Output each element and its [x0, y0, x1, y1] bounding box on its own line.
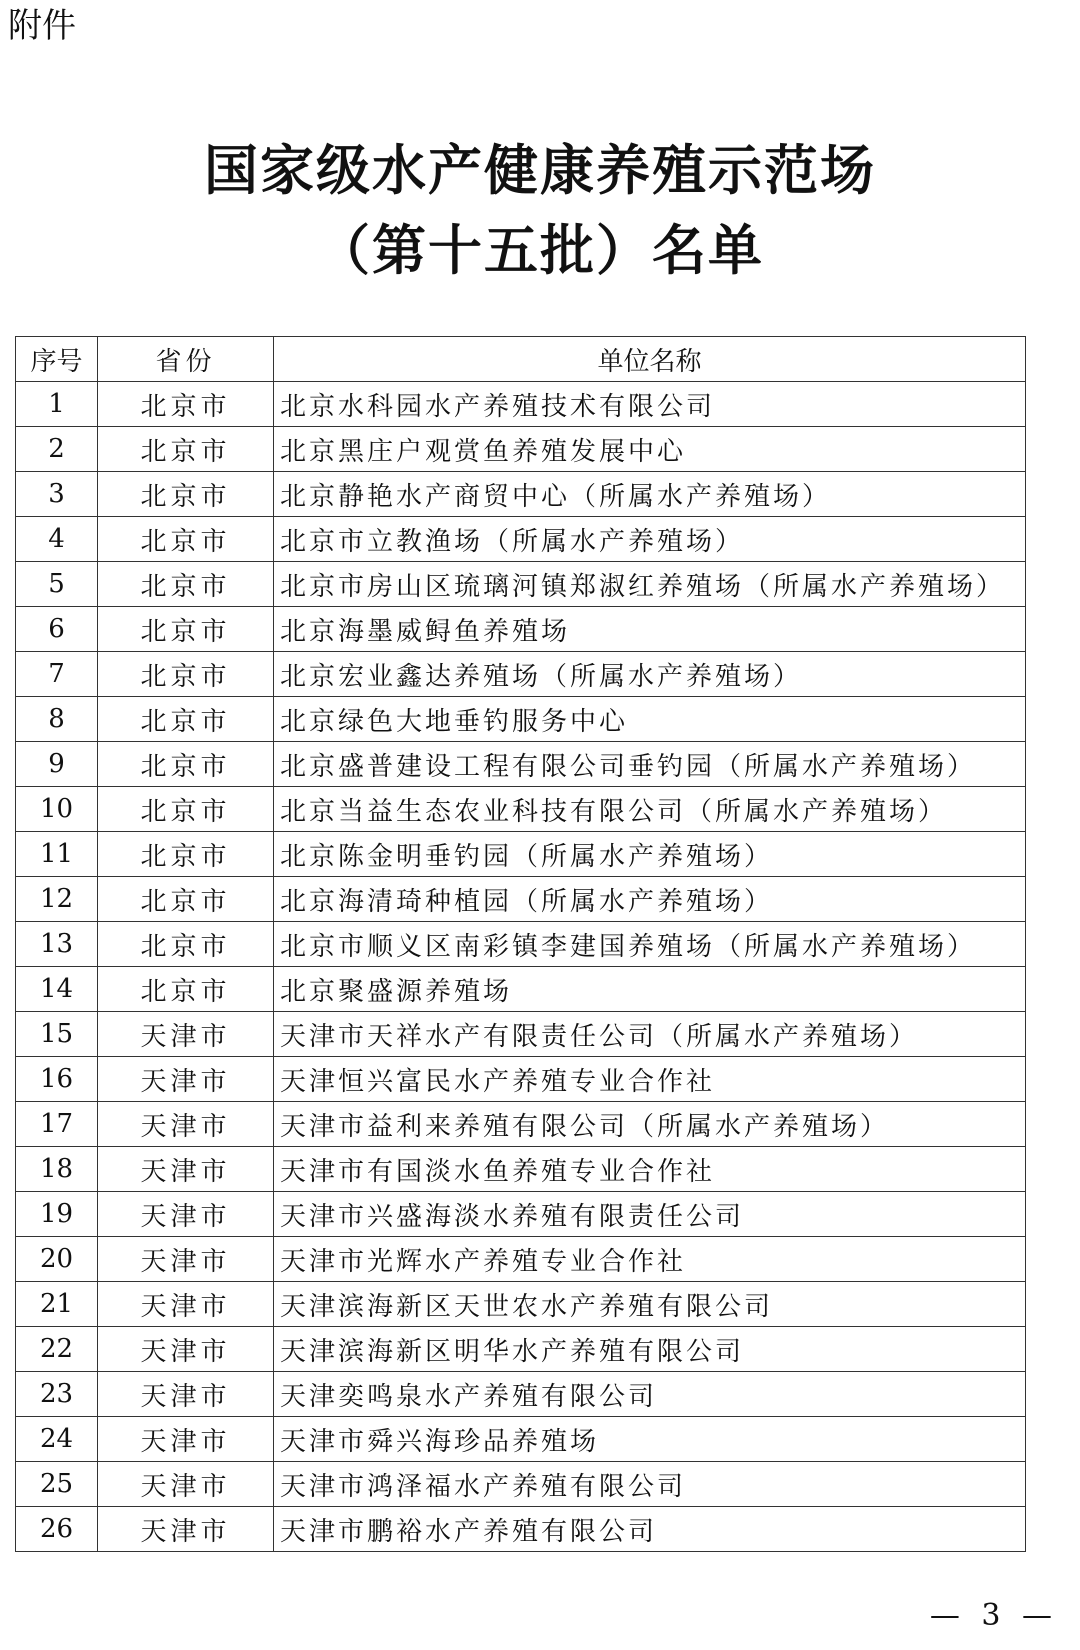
table-row [16, 1012, 1026, 1057]
table-row [16, 427, 1026, 472]
row-unit-name: 北京绿色大地垂钓服务中心 [274, 697, 1026, 742]
row-unit-name: 天津市有国淡水鱼养殖专业合作社 [274, 1147, 1026, 1192]
table-row [16, 1417, 1026, 1462]
row-unit-name: 北京当益生态农业科技有限公司（所属水产养殖场） [274, 787, 1026, 832]
row-unit-name: 北京市立教渔场（所属水产养殖场） [274, 517, 1026, 562]
page-title: 国家级水产健康养殖示范场 [204, 139, 876, 202]
row-unit-name: 北京市顺义区南彩镇李建国养殖场（所属水产养殖场） [274, 922, 1026, 967]
row-unit-name: 天津奕鸣泉水产养殖有限公司 [274, 1372, 1026, 1417]
row-unit-name: 北京海清琦种植园（所属水产养殖场） [274, 877, 1026, 922]
row-province: 天津市 [98, 1282, 274, 1327]
row-seq: 20 [16, 1237, 98, 1282]
column-header-seq: 序号 [16, 337, 98, 382]
row-seq: 17 [16, 1102, 98, 1147]
row-seq: 21 [16, 1282, 98, 1327]
table-row [16, 562, 1026, 607]
page-subtitle: （第十五批）名单 [316, 219, 764, 282]
row-seq: 8 [16, 697, 98, 742]
table-row [16, 652, 1026, 697]
row-unit-name: 天津恒兴富民水产养殖专业合作社 [274, 1057, 1026, 1102]
row-unit-name: 北京陈金明垂钓园（所属水产养殖场） [274, 832, 1026, 877]
page-number: — 3 — [929, 1598, 1058, 1633]
row-unit-name: 北京盛普建设工程有限公司垂钓园（所属水产养殖场） [274, 742, 1026, 787]
row-province: 北京市 [98, 832, 274, 877]
row-seq: 6 [16, 607, 98, 652]
row-province: 北京市 [98, 787, 274, 832]
table-row [16, 517, 1026, 562]
row-seq: 4 [16, 517, 98, 562]
row-province: 天津市 [98, 1192, 274, 1237]
row-unit-name: 北京静艳水产商贸中心（所属水产养殖场） [274, 472, 1026, 517]
row-unit-name: 北京市房山区琉璃河镇郑淑红养殖场（所属水产养殖场） [274, 562, 1026, 607]
column-header-province: 省份 [98, 337, 274, 382]
row-unit-name: 天津市光辉水产养殖专业合作社 [274, 1237, 1026, 1282]
table-row [16, 1237, 1026, 1282]
row-seq: 7 [16, 652, 98, 697]
table-row [16, 1192, 1026, 1237]
row-seq: 2 [16, 427, 98, 472]
row-province: 北京市 [98, 382, 274, 427]
row-unit-name: 北京宏业鑫达养殖场（所属水产养殖场） [274, 652, 1026, 697]
row-unit-name: 天津市天祥水产有限责任公司（所属水产养殖场） [274, 1012, 1026, 1057]
row-province: 北京市 [98, 652, 274, 697]
row-seq: 15 [16, 1012, 98, 1057]
table-row [16, 832, 1026, 877]
table-body [16, 382, 1026, 1552]
row-province: 天津市 [98, 1102, 274, 1147]
row-province: 北京市 [98, 967, 274, 1012]
row-seq: 3 [16, 472, 98, 517]
table-row [16, 697, 1026, 742]
table-row [16, 877, 1026, 922]
row-seq: 9 [16, 742, 98, 787]
row-unit-name: 北京聚盛源养殖场 [274, 967, 1026, 1012]
row-province: 天津市 [98, 1462, 274, 1507]
row-seq: 14 [16, 967, 98, 1012]
row-province: 北京市 [98, 427, 274, 472]
row-seq: 16 [16, 1057, 98, 1102]
table-row [16, 1282, 1026, 1327]
row-unit-name: 天津滨海新区明华水产养殖有限公司 [274, 1327, 1026, 1372]
row-unit-name: 天津市鹏裕水产养殖有限公司 [274, 1507, 1026, 1552]
row-unit-name: 天津滨海新区天世农水产养殖有限公司 [274, 1282, 1026, 1327]
column-header-unit-name: 单位名称 [274, 337, 1026, 382]
row-province: 北京市 [98, 877, 274, 922]
row-unit-name: 北京水科园水产养殖技术有限公司 [274, 382, 1026, 427]
table-row [16, 1372, 1026, 1417]
row-province: 北京市 [98, 472, 274, 517]
row-seq: 23 [16, 1372, 98, 1417]
row-province: 北京市 [98, 562, 274, 607]
demonstration-farm-table [15, 336, 1026, 1552]
row-province: 天津市 [98, 1372, 274, 1417]
table-row [16, 1507, 1026, 1552]
row-seq: 10 [16, 787, 98, 832]
row-seq: 24 [16, 1417, 98, 1462]
row-seq: 22 [16, 1327, 98, 1372]
table-row [16, 382, 1026, 427]
row-province: 天津市 [98, 1057, 274, 1102]
table-row [16, 787, 1026, 832]
row-seq: 5 [16, 562, 98, 607]
row-seq: 18 [16, 1147, 98, 1192]
attachment-label: 附件 [8, 6, 76, 46]
row-province: 天津市 [98, 1417, 274, 1462]
row-province: 天津市 [98, 1147, 274, 1192]
row-unit-name: 天津市鸿泽福水产养殖有限公司 [274, 1462, 1026, 1507]
table-row [16, 1057, 1026, 1102]
table-row [16, 1147, 1026, 1192]
table-row [16, 1462, 1026, 1507]
row-unit-name: 天津市舜兴海珍品养殖场 [274, 1417, 1026, 1462]
row-seq: 13 [16, 922, 98, 967]
row-seq: 12 [16, 877, 98, 922]
row-province: 天津市 [98, 1507, 274, 1552]
row-seq: 26 [16, 1507, 98, 1552]
table-row [16, 1327, 1026, 1372]
row-unit-name: 天津市益利来养殖有限公司（所属水产养殖场） [274, 1102, 1026, 1147]
row-province: 天津市 [98, 1237, 274, 1282]
table-row [16, 1102, 1026, 1147]
row-province: 天津市 [98, 1327, 274, 1372]
row-unit-name: 北京海墨威鲟鱼养殖场 [274, 607, 1026, 652]
row-seq: 19 [16, 1192, 98, 1237]
row-province: 北京市 [98, 517, 274, 562]
table-row [16, 967, 1026, 1012]
table-row [16, 607, 1026, 652]
table-row [16, 922, 1026, 967]
row-province: 天津市 [98, 1012, 274, 1057]
row-province: 北京市 [98, 742, 274, 787]
table-row [16, 742, 1026, 787]
table-row [16, 472, 1026, 517]
table-header-row [16, 337, 1026, 382]
row-seq: 25 [16, 1462, 98, 1507]
row-province: 北京市 [98, 607, 274, 652]
row-province: 北京市 [98, 697, 274, 742]
row-unit-name: 北京黑庄户观赏鱼养殖发展中心 [274, 427, 1026, 472]
row-seq: 11 [16, 832, 98, 877]
row-province: 北京市 [98, 922, 274, 967]
row-unit-name: 天津市兴盛海淡水养殖有限责任公司 [274, 1192, 1026, 1237]
row-seq: 1 [16, 382, 98, 427]
